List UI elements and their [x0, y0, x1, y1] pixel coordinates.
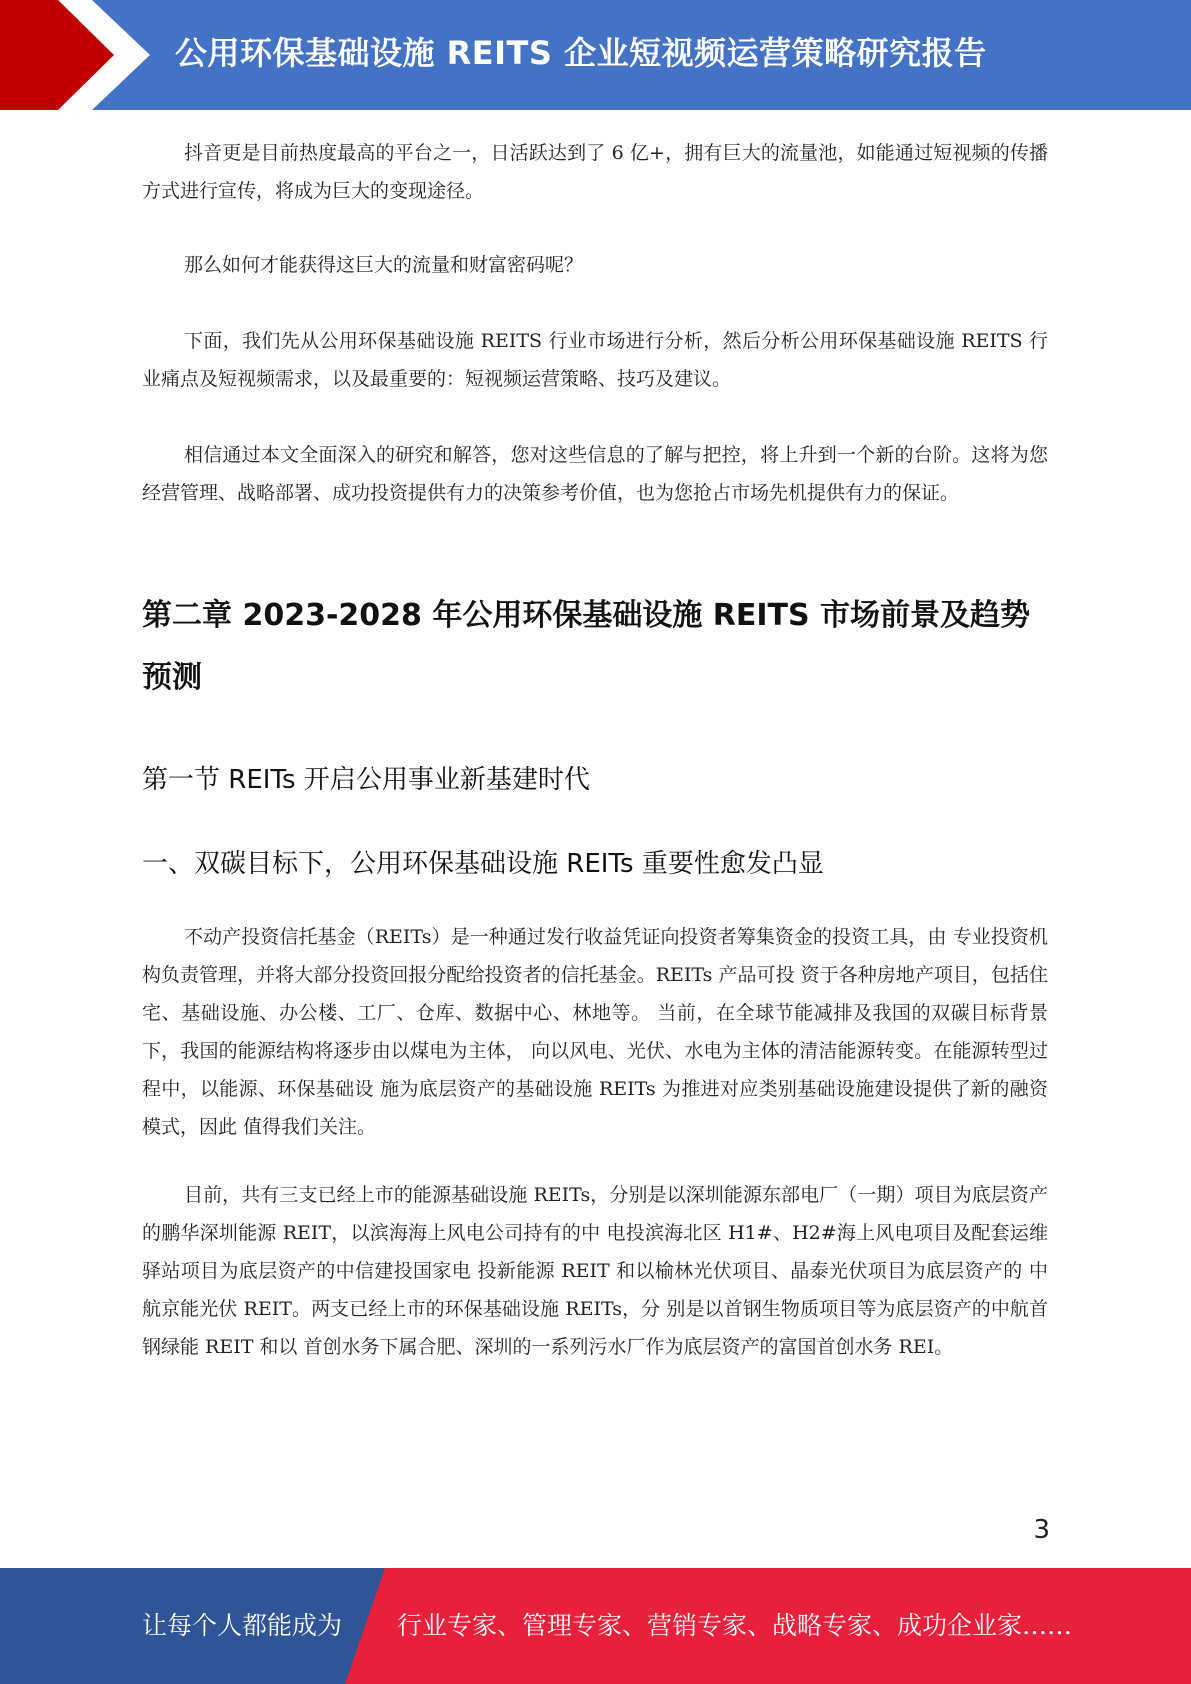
- footer-slogan-left: 让每个人都能成为: [142, 1611, 343, 1640]
- page-number: 3: [1033, 1515, 1050, 1545]
- intro-paragraph-3: 下面，我们先从公用环保基础设施 REITS 行业市场进行分析，然后分析公用环保基础设施 REITS 行业痛点及短视频需求，以及最重要的：短视频运营策略、技巧及建议。: [142, 330, 1048, 390]
- body-paragraph-listed-reits: 目前，共有三支已经上市的能源基础设施 REITs，分别是以深圳能源东部电厂（一期）项目为底层资产的鹏华深圳能源 REIT，以滨海海上风电公司持有的中 电投滨海北区 H1#、H2#海上风电项目及配套运维驿站项目为底层资产的中信建投国家电 投新能源 REIT 和以榆林光伏项目、晶泰光伏项目为底层资产的 中航京能光伏 REIT。两支已经上市的环保基础设施 REITs，分 别是以首钢生物质项目等为底层资产的中航首钢绿能 REIT 和以 首创水务下属合肥、深圳的一系列污水厂作为底层资产的富国首创水务 REI。: [142, 1184, 1048, 1358]
- report-title: 公用环保基础设施 REITS 企业短视频运营策略研究报告: [175, 34, 987, 72]
- body-paragraph-reits-definition: 不动产投资信托基金（REITs）是一种通过发行收益凭证向投资者筹集资金的投资工具，由 专业投资机构负责管理，并将大部分投资回报分配给投资者的信托基金。REITs 产品可投 资于各种房地产项目，包括住宅、基础设施、办公楼、工厂、仓库、数据中心、林地等。 当前，在全球节能减排及我国的双碳目标背景下，我国的能源结构将逐步由以煤电为主体， 向以风电、光伏、水电为主体的清洁能源转变。在能源转型过程中，以能源、环保基础设 施为底层资产的基础设施 REITs 为推进对应类别基础设施建设提供了新的融资模式，因此 值得我们关注。: [142, 926, 1048, 1138]
- page-footer: [0, 1568, 1191, 1684]
- footer-slogan-right: 行业专家、管理专家、营销专家、战略专家、成功企业家……: [397, 1611, 1073, 1640]
- intro-paragraph-4: 相信通过本文全面深入的研究和解答，您对这些信息的了解与把控，将上升到一个新的台阶。这将为您经营管理、战略部署、成功投资提供有力的决策参考价值，也为您抢占市场先机提供有力的保证。: [142, 444, 1048, 504]
- page-header: [0, 0, 1191, 110]
- subsection-heading: 一、双碳目标下，公用环保基础设施 REITs 重要性愈发凸显: [142, 849, 824, 879]
- chapter-heading: 第二章 2023-2028 年公用环保基础设施 REITS 市场前景及趋势预测: [142, 598, 1031, 695]
- intro-paragraph-2: 那么如何才能获得这巨大的流量和财富密码呢？: [184, 254, 584, 276]
- section-heading: 第一节 REITs 开启公用事业新基建时代: [142, 765, 590, 795]
- intro-paragraph-1: 抖音更是目前热度最高的平台之一，日活跃达到了 6 亿+，拥有巨大的流量池，如能通过短视频的传播方式进行宣传，将成为巨大的变现途径。: [142, 142, 1048, 202]
